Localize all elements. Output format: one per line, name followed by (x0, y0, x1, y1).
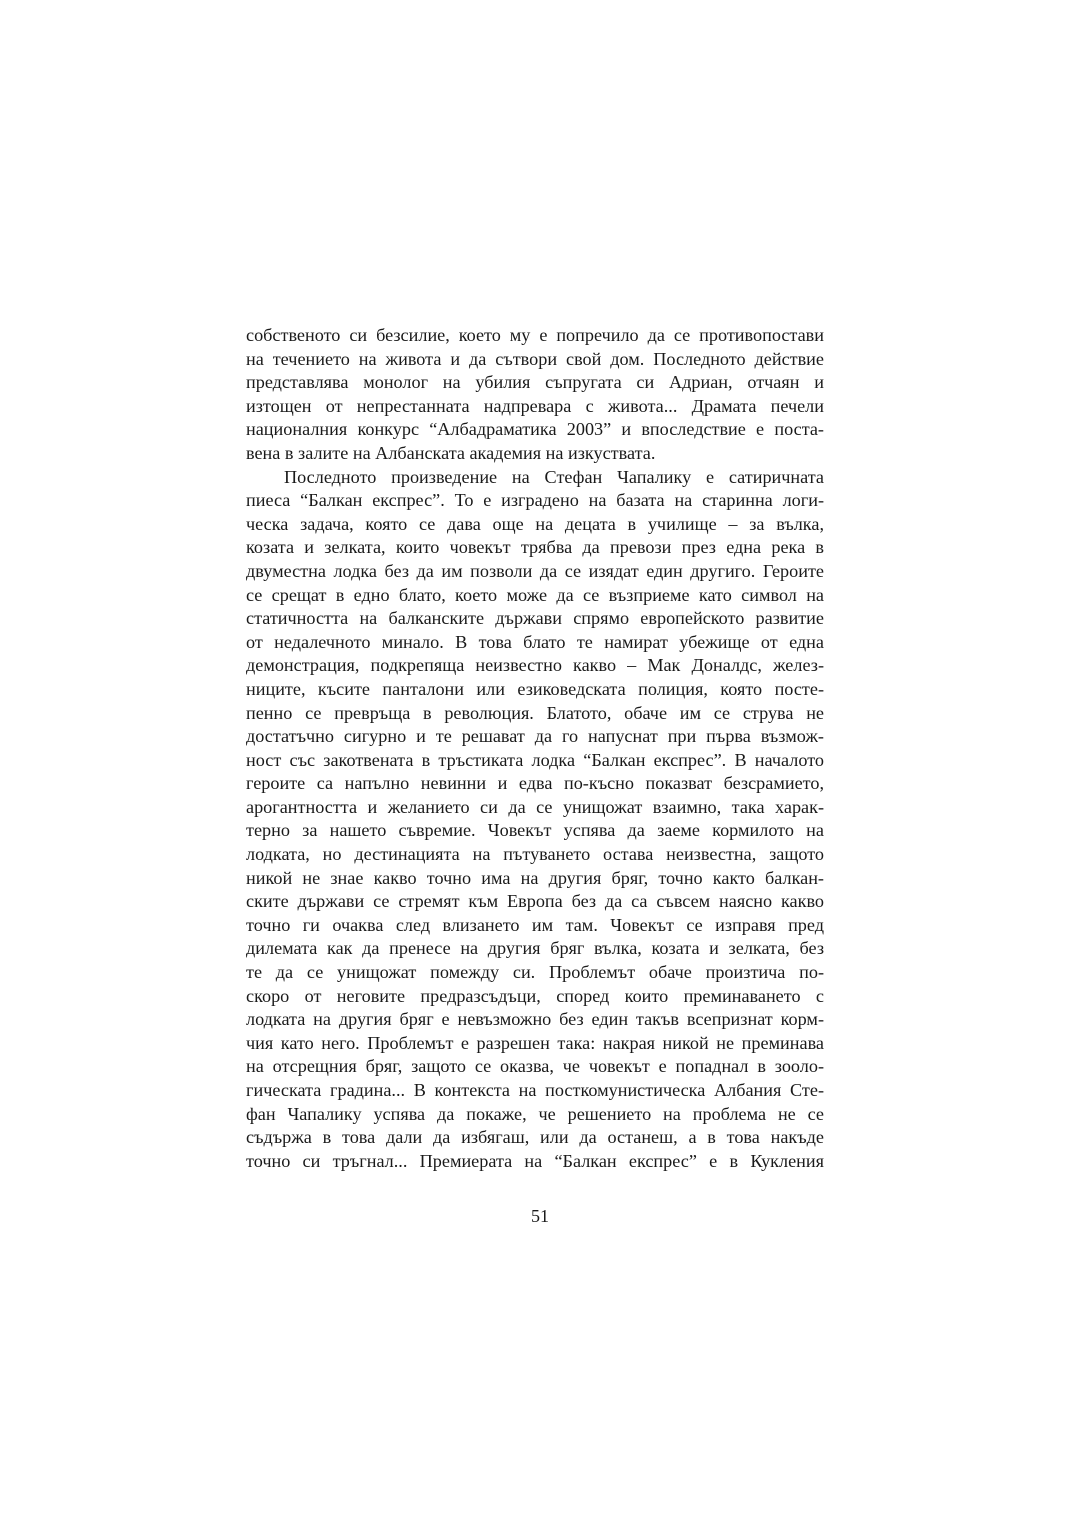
text-line: терно за нашето съвремие. Човекът успява да заеме кормилото на (246, 820, 824, 841)
text-line: гическата градина... В контекста на посткомунистическа Албания Сте- (246, 1080, 824, 1100)
text-line: вена в залите на Албанската академия на изкуствата. (246, 442, 656, 463)
page-number: 51 (531, 1206, 549, 1226)
text-line: двуместна лодка без да им позволи да се изядат един другиго. Героите (246, 560, 824, 581)
text-line: от недалечното минало. В това блато те намират убежище от една (246, 631, 824, 652)
body-text (246, 324, 824, 1173)
text-line: точно си тръгнал... Премиерата на “Балкан експрес” е в Кукления (246, 1150, 824, 1171)
text-line: точно ги очаква след влизането им там. Човекът се изправя пред (246, 914, 824, 935)
text-line: демонстрация, подкрепяща неизвестно какво – Мак Доналдс, желез- (246, 655, 824, 676)
text-line: ниците, късите панталони или езиковедската полиция, която посте- (246, 678, 824, 699)
text-line: ческа задача, която се дава още на децата в училище – за вълка, (246, 513, 824, 534)
text-line: на течението на живота и да сътвори свой дом. Последното действие (246, 348, 824, 369)
text-line: съдържа в това дали да избягаш, или да останеш, а в това накъде (246, 1127, 824, 1148)
paragraph-start-line: Последното произведение на Стефан Чапалику е сатиричната (284, 466, 824, 487)
text-line: лодката на другия бряг е невъзможно без един такъв всепризнат корм- (246, 1009, 824, 1030)
text-line: фан Чапалику успява да покаже, че решението на проблема не се (246, 1103, 824, 1124)
text-line: козата и зелката, които човекът трябва да превози през една река в (246, 537, 824, 558)
text-line: героите са напълно невинни и едва по-късно показват безсрамието, (246, 773, 824, 794)
text-line: представлява монолог на убилия съпругата си Адриан, отчаян и (246, 372, 824, 393)
text-line: ските държави се стремят към Европа без да са съвсем наясно какво (246, 891, 824, 912)
text-line: изтощен от непрестанната надпревара с живота... Драмата печели (246, 395, 824, 416)
text-line: ност със закотвената в тръстиката лодка “Балкан експрес”. В началото (246, 749, 824, 770)
text-line: националния конкурс “Албадраматика 2003” и впоследствие е поста- (246, 419, 824, 440)
text-line: собственото си безсилие, което му е попречило да се противопостави (246, 325, 824, 345)
text-line: скоро от неговите предразсъдъци, според които преминаването с (246, 985, 824, 1006)
text-line: дилемата как да пренесе на другия бряг вълка, козата и зелката, без (246, 938, 824, 959)
text-line: чия като него. Проблемът е разрешен така: накрая никой не преминава (246, 1032, 824, 1053)
text-line: пенно се превръща в революция. Блатото, обаче им се струва не (246, 702, 824, 723)
text-line: лодката, но дестинацията на пътуването остава неизвестна, защото (246, 844, 824, 865)
text-line: на отсрещния бряг, защото се оказва, че човекът е попаднал в зооло- (246, 1056, 824, 1077)
text-line: достатъчно сигурно и те решават да го напуснат при първа възмож- (246, 726, 824, 747)
text-line: никой не знае какво точно има на другия бряг, точно както балкан- (246, 867, 824, 888)
text-line: се срещат в едно блато, което може да се възприеме като символ на (246, 584, 824, 605)
text-line: статичността на балканските държави спрямо европейското развитие (246, 608, 824, 629)
text-line: арогантността и желанието си да се унищожат взаимно, така харак- (246, 796, 824, 817)
text-line: пиеса “Балкан експрес”. То е изградено на базата на старинна логи- (246, 490, 824, 511)
text-line: те да се унищожат помежду си. Проблемът обаче произтича по- (246, 962, 824, 983)
